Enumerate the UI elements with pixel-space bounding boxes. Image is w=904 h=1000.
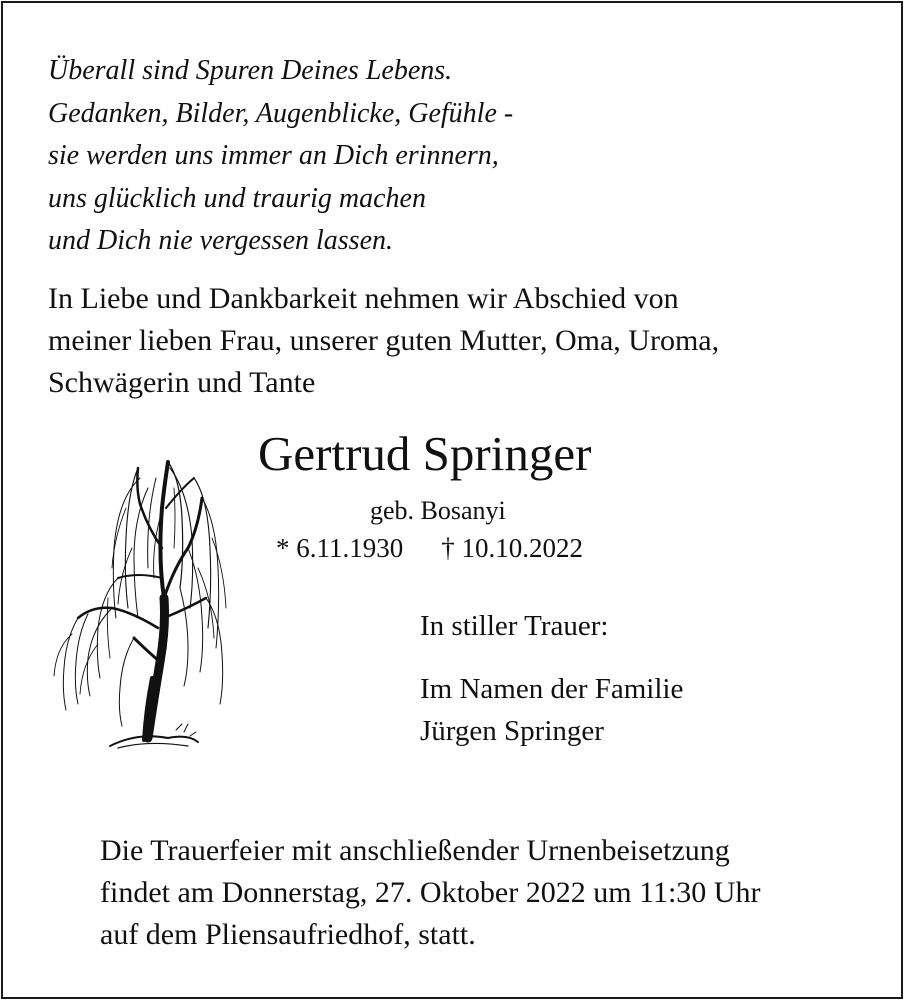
maiden-name: geb. Bosanyi bbox=[370, 496, 506, 525]
intro-line: meiner lieben Frau, unserer guten Mutter, Oma, Uroma, bbox=[48, 324, 720, 357]
death-date: † 10.10.2022 bbox=[441, 533, 583, 563]
funeral-line: Die Trauerfeier mit anschließender Urnenbeisetzung bbox=[100, 834, 730, 867]
poem-line: und Dich nie vergessen lassen. bbox=[48, 225, 393, 256]
funeral-announcement bbox=[100, 830, 760, 956]
poem-line: Überall sind Spuren Deines Lebens. bbox=[48, 55, 453, 86]
funeral-line: auf dem Pliensaufriedhof, statt. bbox=[100, 918, 476, 951]
intro-line: Schwägerin und Tante bbox=[48, 366, 316, 399]
mourners-signature bbox=[420, 668, 683, 752]
signature-line: Im Namen der Familie bbox=[420, 673, 684, 705]
poem-line: sie werden uns immer an Dich erinnern, bbox=[48, 140, 499, 171]
birth-date: * 6.11.1930 bbox=[276, 533, 404, 563]
farewell-intro bbox=[48, 278, 719, 404]
deceased-name: Gertrud Springer bbox=[258, 426, 592, 481]
mourning-heading: In stiller Trauer: bbox=[420, 610, 609, 642]
memorial-poem bbox=[48, 50, 513, 263]
signature-line: Jürgen Springer bbox=[420, 715, 604, 747]
poem-line: uns glücklich und traurig machen bbox=[48, 182, 426, 214]
funeral-line: findet am Donnerstag, 27. Oktober 2022 um 11:30 Uhr bbox=[100, 876, 761, 909]
intro-line: In Liebe und Dankbarkeit nehmen wir Abschied von bbox=[48, 282, 679, 315]
weeping-willow-icon bbox=[48, 448, 234, 758]
poem-line: Gedanken, Bilder, Augenblicke, Gefühle - bbox=[48, 97, 514, 129]
life-dates bbox=[276, 531, 583, 565]
